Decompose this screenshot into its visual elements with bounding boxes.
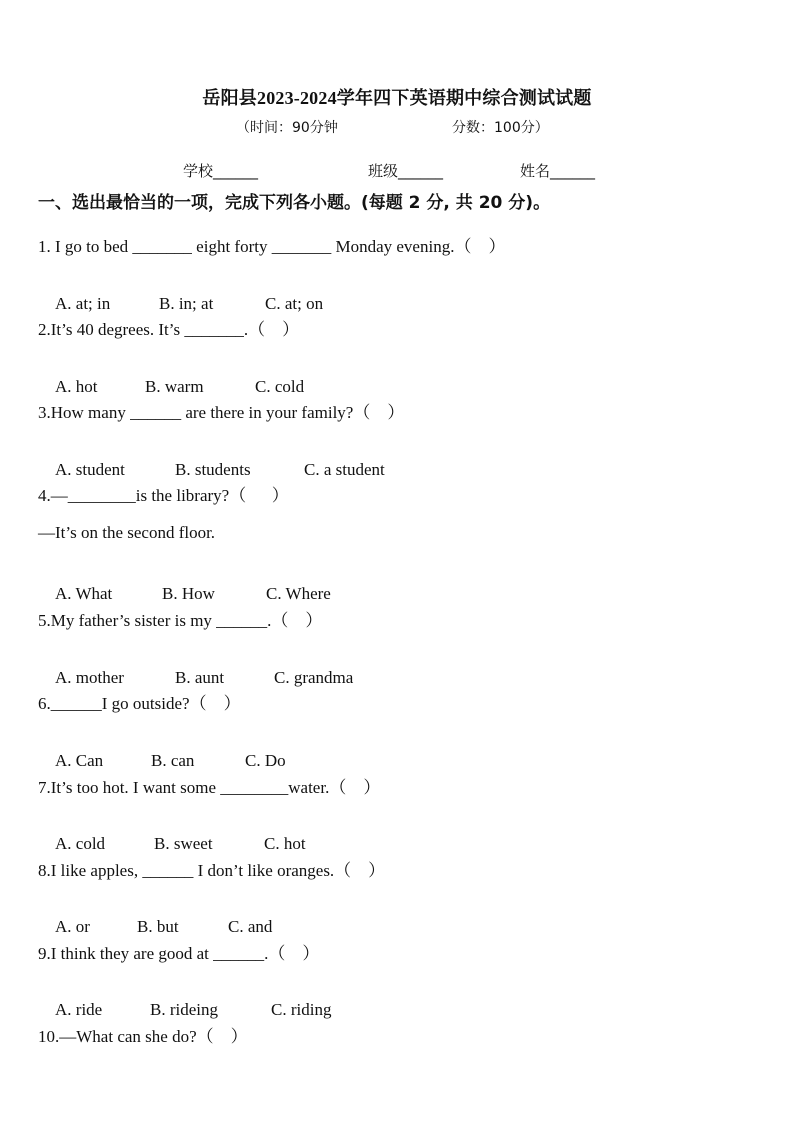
option-b: B. but [137,917,179,936]
option-c: C. at; on [265,294,324,313]
exam-score: 分数：100分） [452,120,549,136]
option-a: A. hot [55,377,98,396]
question-8-stem: 8.I like apples, ______ I don’t like oranges.（ ） [38,861,386,880]
exam-time: （时间：90分钟 [236,120,338,136]
question-3-stem: 3.How many ______ are there in your family?（ ） [38,403,405,422]
option-c: C. a student [304,460,385,479]
option-a: A. student [55,460,125,479]
question-4-stem: 4.—________is the library?（ ） [38,486,289,505]
question-7-stem: 7.It’s too hot. I want some ________water.（ ） [38,778,381,797]
option-b: B. sweet [154,834,213,853]
option-a: A. at; in [55,294,111,313]
option-b: B. warm [145,377,204,396]
school-field: 学校______ [183,162,259,180]
option-c: C. grandma [274,668,354,687]
option-a: A. What [55,584,113,603]
option-c: C. cold [255,377,305,396]
option-c: C. Where [266,584,331,603]
option-a: A. Can [55,751,104,770]
option-b: B. How [162,584,215,603]
question-2-stem: 2.It’s 40 degrees. It’s _______.（ ） [38,320,300,339]
option-c: C. hot [264,834,306,853]
option-b: B. aunt [175,668,225,687]
option-a: A. or [55,917,90,936]
class-field: 班级______ [368,162,444,180]
question-6-stem: 6.______I go outside?（ ） [38,694,241,713]
section-title: 一、选出最恰当的一项，完成下列各小题。(每题 2 分, 共 20 分)。 [38,193,551,213]
question-5-stem: 5.My father’s sister is my ______.（ ） [38,611,323,630]
option-b: B. rideing [150,1000,218,1019]
page-title: 岳阳县2023-2024学年四下英语期中综合测试试题 [202,88,592,108]
question-4-reply: —It’s on the second floor. [38,523,216,542]
option-c: C. Do [245,751,286,770]
question-9-stem: 9.I think they are good at ______.（ ） [38,944,320,963]
option-a: A. cold [55,834,106,853]
option-c: C. and [228,917,273,936]
question-1-stem: 1. I go to bed _______ eight forty _______ Monday evening.（ ） [38,237,506,256]
question-10-stem: 10.—What can she do?（ ） [38,1027,248,1046]
name-field: 姓名______ [520,162,596,180]
option-c: C. riding [271,1000,332,1019]
option-b: B. in; at [159,294,214,313]
option-b: B. students [175,460,251,479]
option-b: B. can [151,751,195,770]
option-a: A. ride [55,1000,103,1019]
option-a: A. mother [55,668,124,687]
